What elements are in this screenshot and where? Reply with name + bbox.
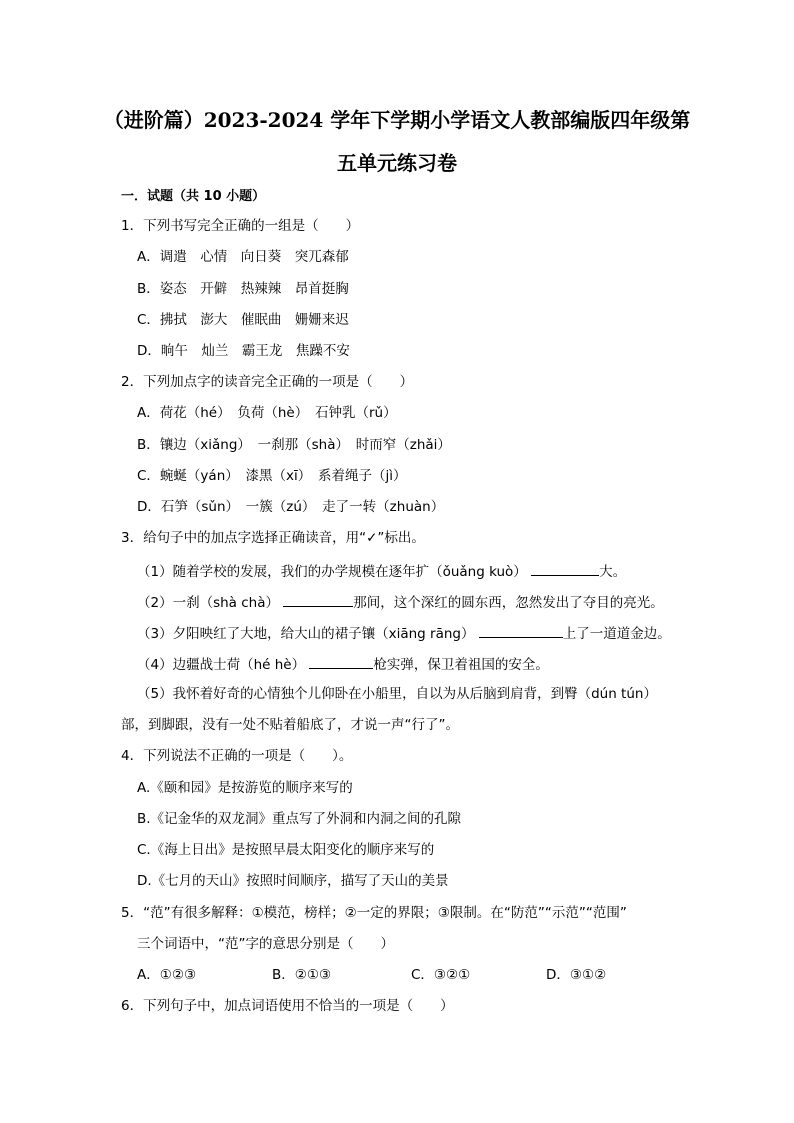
- q5-option-c: C．③②①: [411, 967, 471, 983]
- q2-option-b: B．镶边（xiǎng） 一刹那（shà） 时而窄（zhǎi）: [137, 437, 451, 453]
- q3-s2-prefix: （2）一刹（shà chà）: [137, 595, 279, 611]
- q4-option-d: D.《七月的天山》按照时间顺序，描写了天山的美景: [137, 873, 449, 889]
- q4-option-a: A.《颐和园》是按游览的顺序来写的: [137, 780, 353, 796]
- q3-s1-suffix: 大。: [599, 564, 627, 580]
- q4-stem: 4．下列说法不正确的一项是（ ）。: [121, 748, 353, 764]
- q3-sentence-1: [137, 561, 626, 581]
- q3-sentence-5-line1: （5）我怀着好奇的心情独个儿仰卧在小船里，自以为从后脑到肩背，到臀（dún tún）: [137, 686, 657, 702]
- q3-sentence-4: [137, 654, 549, 674]
- q1-option-a: A．调遣 心情 向日葵 突兀森郁: [137, 249, 349, 265]
- q3-stem: 3．给句子中的加点字选择正确读音，用“✓”标出。: [121, 530, 425, 546]
- q5-stem-line2: 三个词语中，“范”字的意思分别是（ ）: [137, 936, 394, 952]
- q3-sentence-3: [137, 623, 671, 643]
- q2-stem: 2．下列加点字的读音完全正确的一项是（ ）: [121, 374, 414, 390]
- section-heading: 一．试题（共 10 小题）: [121, 189, 266, 204]
- q1-option-b: B．姿态 开僻 热辣辣 昂首挺胸: [137, 281, 349, 297]
- q1-option-d: D．晌午 灿兰 霸王龙 焦躁不安: [137, 343, 350, 359]
- q4-option-c: C.《海上日出》是按照早晨太阳变化的顺序来写的: [137, 842, 435, 858]
- q2-option-a: A．荷花（hé） 负荷（hè） 石钟乳（rǔ）: [137, 405, 397, 421]
- q5-option-d: D．③①②: [546, 967, 607, 983]
- q5-option-a: A．①②③: [137, 967, 197, 983]
- q3-s3-suffix: 上了一道道金边。: [562, 626, 671, 642]
- q6-stem: 6．下列句子中，加点词语使用不恰当的一项是（ ）: [121, 998, 454, 1014]
- q1-stem: 1．下列书写完全正确的一组是（ ）: [121, 218, 360, 234]
- doc-title-line1: （进阶篇）2023-2024 学年下学期小学语文人教部编版四年级第: [103, 108, 691, 132]
- doc-title-line2: 五单元练习卷: [337, 151, 457, 175]
- q2-option-d: D．石笋（sǔn） 一簇（zú） 走了一转（zhuàn）: [137, 499, 445, 515]
- q3-s1-answer-blank[interactable]: [531, 561, 599, 576]
- q5-stem-line1: 5．“范”有很多解释：①模范，榜样；②一定的界限；③限制。在“防范”“示范”“范围”: [121, 905, 627, 921]
- q4-option-b: B.《记金华的双龙洞》重点写了外洞和内洞之间的孔隙: [137, 811, 462, 827]
- q3-sentence-2: [137, 592, 664, 612]
- q3-s1-prefix: （1）随着学校的发展，我们的办学规模在逐年扩（ǒuǎng kuò）: [137, 564, 527, 580]
- q1-option-c: C．拂拭 澎大 催眠曲 姗姗来迟: [137, 312, 349, 328]
- q5-option-b: B．②①③: [272, 967, 332, 983]
- q2-option-c: C．蜿蜒（yán） 漆黑（xī） 系着绳子（jì）: [137, 468, 407, 484]
- q3-s4-prefix: （4）边疆战士荷（hé hè）: [137, 657, 306, 673]
- q3-s3-prefix: （3）夕阳映红了大地，给大山的裙子镶（xiāng rāng）: [137, 626, 475, 642]
- q3-s2-answer-blank[interactable]: [283, 592, 353, 607]
- q3-sentence-5-line2: 部，到脚跟，没有一处不贴着船底了，才说一声“行了”。: [121, 717, 459, 733]
- q3-s4-suffix: 枪实弹，保卫着祖国的安全。: [373, 657, 549, 673]
- q3-s2-suffix: 那间，这个深红的圆东西，忽然发出了夺目的亮光。: [353, 595, 664, 611]
- q3-s4-answer-blank[interactable]: [309, 654, 373, 669]
- q3-s3-answer-blank[interactable]: [479, 623, 563, 638]
